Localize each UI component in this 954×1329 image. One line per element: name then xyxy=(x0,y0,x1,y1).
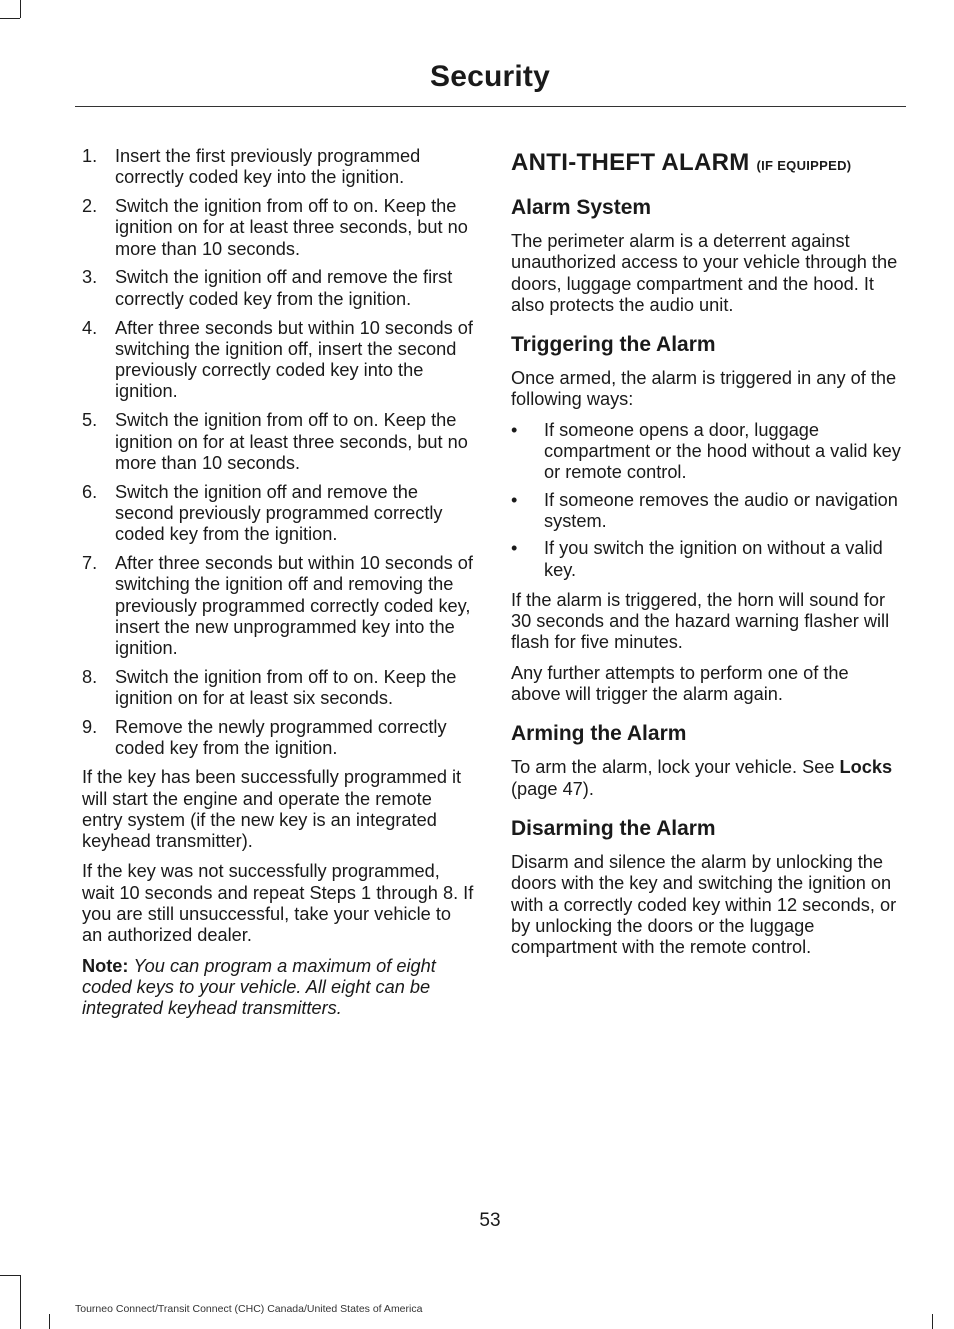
step-item xyxy=(82,410,474,474)
if-equipped-label: (IF EQUIPPED) xyxy=(756,158,852,173)
arming-text-after: (page 47). xyxy=(511,778,594,799)
step-number: 4. xyxy=(82,317,98,338)
step-number: 3. xyxy=(82,267,98,288)
triggering-heading: Triggering the Alarm xyxy=(511,333,716,357)
note-text: You can program a maximum of eight coded keys to your vehicle. All eight can be integrated keyhead transmitters. xyxy=(82,955,436,1019)
note xyxy=(82,956,474,1020)
crop-mark-bottom-inner-right xyxy=(932,1314,933,1329)
crop-mark-bottom-left-v xyxy=(20,1275,21,1329)
list-item-text: If you switch the ignition on without a valid key. xyxy=(544,538,883,580)
trigger-list xyxy=(511,420,903,581)
step-number: 7. xyxy=(82,553,98,574)
disarming-text: Disarm and silence the alarm by unlocking the doors with the key and switching the ignition on with a correctly coded key within 12 seconds, or by unlocking the doors or the luggage compartment with the remote control. xyxy=(511,851,897,958)
step-item xyxy=(82,267,474,310)
step-text: Insert the first previously programmed correctly coded key into the ignition. xyxy=(115,146,421,188)
step-number: 9. xyxy=(82,717,98,738)
step-item xyxy=(82,667,474,710)
programming-steps xyxy=(82,146,474,760)
step-text: Switch the ignition from off to on. Keep the ignition on for at least six seconds. xyxy=(115,667,457,709)
step-item xyxy=(82,196,474,260)
crop-mark-top-left-h xyxy=(0,18,20,19)
step-text: Switch the ignition from off to on. Keep the ignition on for at least three seconds, but no more than 10 seconds. xyxy=(115,410,468,473)
arming-text-before: To arm the alarm, lock your vehicle. See xyxy=(511,757,840,778)
alarm-system-text: The perimeter alarm is a deterrent against unauthorized access to your vehicle through the doors, luggage compartment and the hood. It also protects the audio unit. xyxy=(511,231,898,315)
step-text: After three seconds but within 10 seconds of switching the ignition off, insert the second previously correctly coded key into the ignition. xyxy=(115,317,473,402)
step-text: Remove the newly programmed correctly coded key from the ignition. xyxy=(115,717,447,759)
step-item xyxy=(82,717,474,760)
list-item-text: If someone removes the audio or navigation system. xyxy=(544,489,898,531)
crop-mark-bottom-left-h xyxy=(0,1275,20,1276)
note-label: Note: xyxy=(82,955,129,976)
step-item xyxy=(82,482,474,546)
list-item xyxy=(511,538,903,581)
arming-text xyxy=(511,757,903,800)
section-heading-anti-theft xyxy=(511,148,903,181)
alarm-system-heading: Alarm System xyxy=(511,196,652,219)
crop-mark-top-left-v xyxy=(20,0,21,18)
step-text: Switch the ignition off and remove the first correctly coded key from the ignition. xyxy=(115,267,453,309)
step-number: 5. xyxy=(82,410,98,431)
footer-text: Tourneo Connect/Transit Connect (CHC) Canada/United States of America xyxy=(75,1303,423,1315)
step-item xyxy=(82,318,474,403)
disarming-heading: Disarming the Alarm xyxy=(511,816,716,840)
crop-mark-bottom-inner-left xyxy=(49,1314,50,1329)
bullet-icon: • xyxy=(511,538,518,559)
step-item xyxy=(82,146,474,189)
page-number: 53 xyxy=(479,1210,501,1231)
bullet-icon: • xyxy=(511,489,518,510)
list-item xyxy=(511,490,903,533)
list-item-text: If someone opens a door, luggage compartment or the hood without a valid key or remote control. xyxy=(544,419,901,483)
triggered-effect-text: If the alarm is triggered, the horn will sound for 30 seconds and the hazard warning flasher will flash for five minutes. xyxy=(511,589,890,653)
step-number: 1. xyxy=(82,146,98,166)
step-number: 2. xyxy=(82,196,98,217)
step-text: Switch the ignition off and remove the second previously programmed correctly coded key from the ignition. xyxy=(115,481,443,545)
triggering-intro: Once armed, the alarm is triggered in any of the following ways: xyxy=(511,368,897,410)
step-item xyxy=(82,553,474,659)
list-item xyxy=(511,420,903,484)
bullet-icon: • xyxy=(511,419,518,440)
title-rule xyxy=(75,106,906,107)
step-number: 6. xyxy=(82,481,98,502)
arming-heading: Arming the Alarm xyxy=(511,722,687,746)
retrigger-text: Any further attempts to perform one of the above will trigger the alarm again. xyxy=(511,662,849,705)
success-paragraph: If the key has been successfully programmed it will start the engine and operate the remote entry system (if the new key is an integrated keyhead transmitter). xyxy=(82,767,462,852)
page-title: Security xyxy=(430,60,550,93)
failure-paragraph: If the key was not successfully programmed, wait 10 seconds and repeat Steps 1 through 8. If you are still unsuccessful, take your vehicle to an authorized dealer. xyxy=(82,861,474,946)
step-text: Switch the ignition from off to on. Keep the ignition on for at least three seconds, but no more than 10 seconds. xyxy=(115,196,468,259)
step-text: After three seconds but within 10 seconds of switching the ignition off and removing the previously programmed correctly coded key, insert the new unprogrammed key into the ignition. xyxy=(115,553,473,659)
right-column xyxy=(511,146,903,967)
step-number: 8. xyxy=(82,667,98,688)
left-column xyxy=(82,146,474,1028)
anti-theft-heading: ANTI-THEFT ALARM xyxy=(511,149,750,176)
locks-reference-link[interactable]: Locks xyxy=(839,757,893,778)
